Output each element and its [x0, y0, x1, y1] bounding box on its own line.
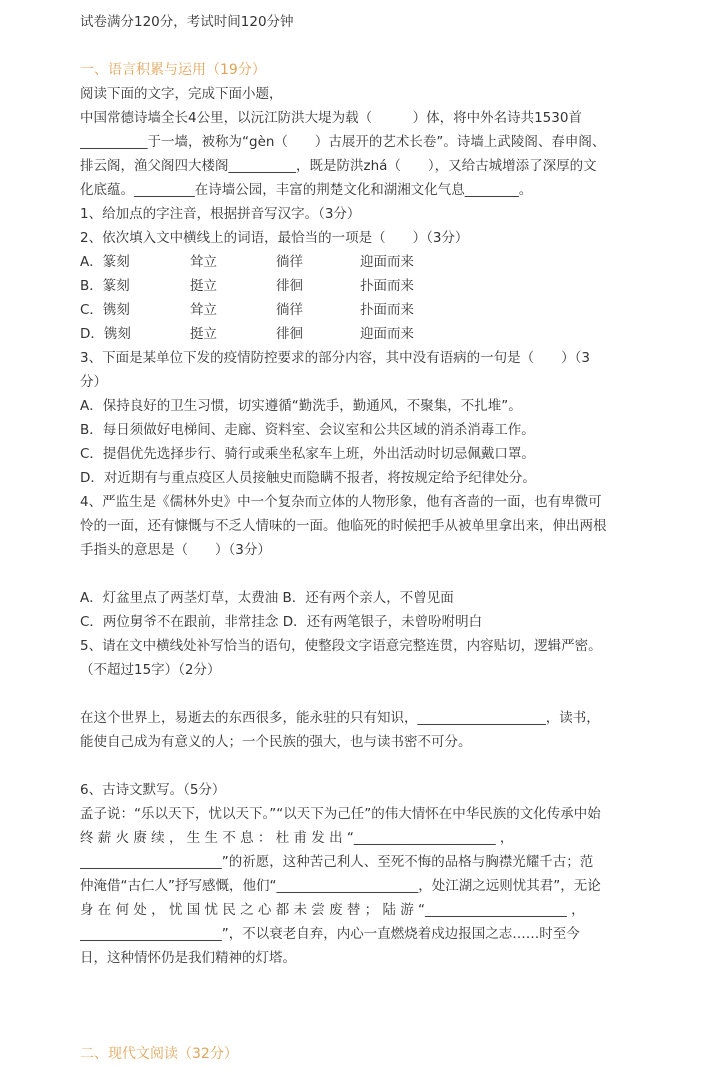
spacer	[80, 562, 690, 586]
passage-line: 化底蕴。_________在诗墙公园，丰富的荆楚文化和湖湘文化气息________。	[80, 182, 533, 198]
option: C．提倡优先选择步行、骑行或乘坐私家车上班，外出活动时切忌佩戴口罩。	[80, 446, 535, 462]
question-stem: 6、古诗文默写。（5分）	[80, 782, 226, 798]
option-cell: 徘徊	[276, 278, 303, 294]
passage-line: 能使自己成为有意义的人；一个民族的强大，也与读书密不可分。	[80, 734, 472, 750]
option-cell: 耸立	[190, 254, 217, 270]
question-stem: 2、依次填入文中横线上的词语，最恰当的一项是（ ）（3分）	[80, 230, 469, 246]
option-cell: 迎面而来	[360, 326, 414, 342]
exam-page	[80, 10, 690, 970]
question-stem: 3、下面是某单位下发的疫情防控要求的部分内容，其中没有语病的一句是（ ）（3	[80, 350, 590, 366]
option-row	[80, 274, 690, 298]
passage-line: 身 在 何 处 ， 忧 国 忧 民 之 心 都 未 尝 废 替 ； 陆 游 “_____________________ ，	[80, 902, 585, 918]
option-cell: C．镌刻	[80, 302, 130, 318]
question-5	[80, 634, 690, 754]
spacer	[80, 682, 690, 706]
question-stem: 怜的一面，还有慷慨与不乏人情味的一面。他临死的时候把手从被单里拿出来，伸出两根	[80, 518, 607, 534]
question-6	[80, 778, 690, 970]
option-cell: 徜徉	[276, 254, 303, 270]
passage-line: 仲淹借“古仁人”抒写感慨，他们“_____________________，处江湖之远则忧其君”，无论	[80, 878, 601, 894]
option-row	[80, 298, 690, 322]
option: A．保持良好的卫生习惯，切实遵循“勤洗手，勤通风，不聚集，不扎堆”。	[80, 398, 522, 414]
option-cell: D．镌刻	[80, 326, 131, 342]
option-cell: 挺立	[190, 278, 217, 294]
question-stem: 手指头的意思是（ ）（3分）	[80, 542, 271, 558]
section-title-1: 一、语言积累与运用（19分）	[80, 62, 266, 78]
exam-info: 试卷满分120分，考试时间120分钟	[80, 14, 294, 30]
question-stem: 分）	[80, 374, 107, 390]
option-cell: A．篆刻	[80, 254, 130, 270]
question-stem: 5、请在文中横线处补写恰当的语句，使整段文字语意完整连贯，内容贴切，逻辑严密。	[80, 638, 602, 654]
option-cell: 徘徊	[276, 326, 303, 342]
option-cell: B．篆刻	[80, 278, 130, 294]
passage-line: 终 薪 火 赓 续 ， 生 生 不 息 ： 杜 甫 发 出 “_____________________ ，	[80, 830, 514, 846]
passage-line: 孟子说：“乐以天下，忧以天下。”“以天下为己任”的伟大情怀在中华民族的文化传承中始	[80, 806, 601, 822]
passage-line: 排云阁，渔父阁四大楼阁__________，既是防洪zhá（ ），又给古城增添了深厚的文	[80, 158, 597, 174]
passage-line: _____________________”的祈愿，这种苦己利人、至死不悔的品格与胸襟光耀千古；范	[80, 854, 594, 870]
question-1: 1、给加点的字注音，根据拼音写汉字。（3分）	[80, 206, 361, 222]
passage-line: 中国常德诗墙全长4公里，以沅江防洪大堤为载（ ）体，将中外名诗共1530首	[80, 110, 582, 126]
reading-passage	[80, 82, 690, 202]
spacer	[80, 754, 690, 778]
question-stem: 4、严监生是《儒林外史》中一个复杂而立体的人物形象，他有吝啬的一面，也有卑微可	[80, 494, 602, 510]
option: A．灯盆里点了两茎灯草，太费油 B．还有两个亲人，不曾见面	[80, 590, 454, 606]
section-title-2: 二、现代文阅读（32分）	[80, 1046, 238, 1062]
option: B．每日须做好电梯间、走廊、资料室、会议室和公共区域的消杀消毒工作。	[80, 422, 535, 438]
passage-line: __________于一墙，被称为“gèn（ ）古展开的艺术长卷”。诗墙上武陵阁、春申阁、	[80, 134, 606, 150]
spacer	[80, 34, 690, 58]
option-cell: 迎面而来	[360, 254, 414, 270]
option-cell: 耸立	[190, 302, 217, 318]
passage-line: _____________________”，不以衰老自弃，内心一直燃烧着戍边报国之志……时至今	[80, 926, 580, 942]
passage-line: 阅读下面的文字，完成下面小题，	[80, 86, 283, 102]
option-cell: 挺立	[190, 326, 217, 342]
passage-line: 日，这种情怀仍是我们精神的灯塔。	[80, 950, 296, 966]
option-row	[80, 322, 690, 346]
option: D．对近期有与重点疫区人员接触史而隐瞒不报者，将按规定给予纪律处分。	[80, 470, 536, 486]
question-3	[80, 346, 690, 490]
option-cell: 扑面而来	[360, 302, 414, 318]
passage-line: 在这个世界上，易逝去的东西很多，能永驻的只有知识，___________________，读书，	[80, 710, 600, 726]
question-2	[80, 226, 690, 346]
option-row	[80, 250, 690, 274]
option-cell: 扑面而来	[360, 278, 414, 294]
option: C．两位舅爷不在跟前，非常挂念 D．还有两笔银子，未曾吩咐明白	[80, 614, 483, 630]
question-stem: （不超过15字）（2分）	[80, 662, 221, 678]
option-cell: 徜徉	[276, 302, 303, 318]
question-4	[80, 490, 690, 634]
